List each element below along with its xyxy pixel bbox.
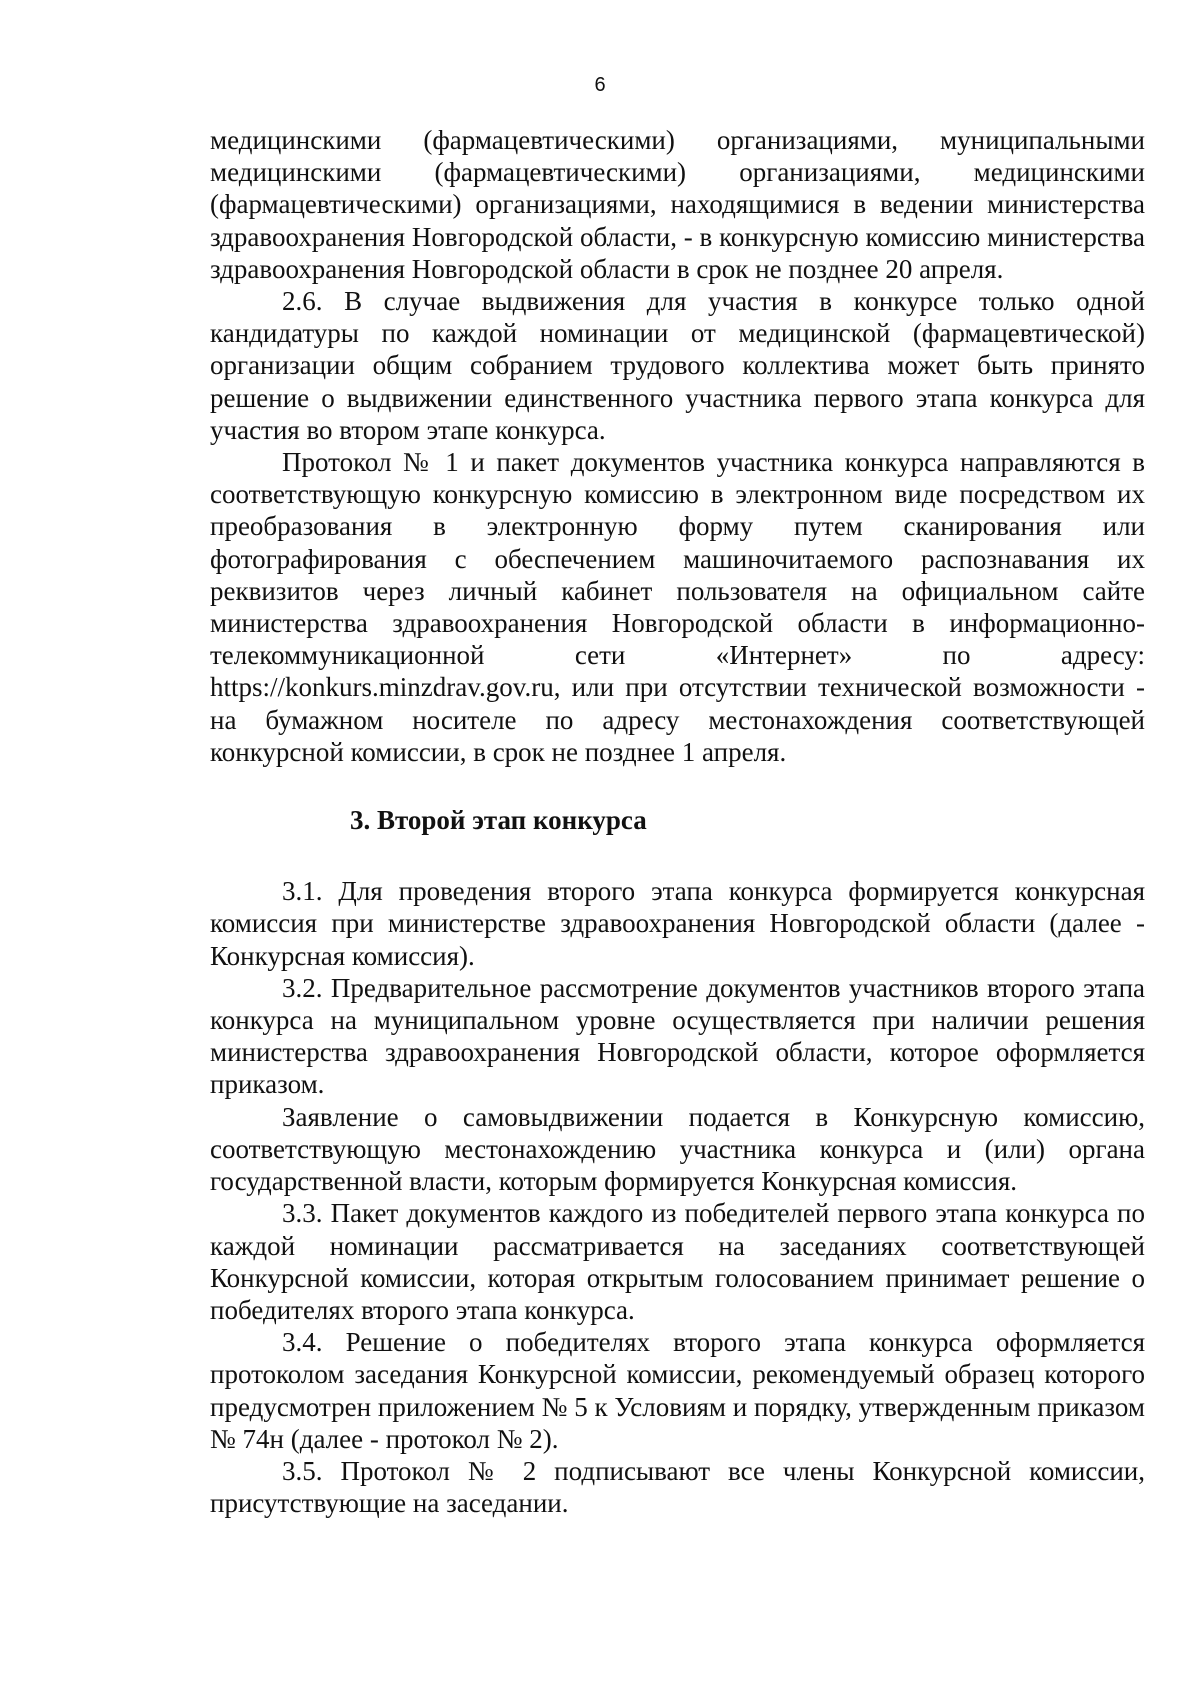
paragraph-3-2: 3.2. Предварительное рассмотрение документов участников второго этапа конкурса на муниципальном уровне осуществляется при наличии решения министерства здравоохранения Новгородской области, которое оформляется приказом. xyxy=(210,972,1145,1100)
paragraph-2-6: 2.6. В случае выдвижения для участия в конкурсе только одной кандидатуры по каждой номинации от медицинской (фармацевтической) организации общим собранием трудового коллектива может быть принято решение о выдвижении единственного участника первого этапа конкурса для участия во втором этапе конкурса. xyxy=(210,286,1145,445)
document-body xyxy=(210,124,1145,1519)
section-title: 3. Второй этап конкурса xyxy=(350,805,647,836)
paragraph-3-5: 3.5. Протокол № 2 подписывают все члены Конкурсной комиссии, присутствующие на заседании. xyxy=(210,1455,1145,1519)
paragraph-continuation: медицинскими (фармацевтическими) организациями, муниципальными медицинскими (фармацевтическими) организациями, медицинскими (фармацевтическими) организациями, находящимися в ведении министерства здравоохранения Новгородской области, - в конкурсную комиссию министерства здравоохранения Новгородской области в срок не позднее 20 апреля. xyxy=(210,125,1145,284)
page-number: 6 xyxy=(594,74,606,96)
paragraph-protocol-1: Протокол № 1 и пакет документов участника конкурса направляются в соответствующую конкурсную комиссию в электронном виде посредством их преобразования в электронную форму путем сканирования или фотографирования с обеспечением машиночитаемого распознавания их реквизитов через личный кабинет пользователя на официальном сайте министерства здравоохранения Новгородской области в информационно-телекоммуникационной сети «Интернет» по адресу: https://konkurs.minzdrav.gov.ru, или при отсутствии технической возможности - на бумажном носителе по адресу местонахождения соответствующей конкурсной комиссии, в срок не позднее 1 апреля. xyxy=(210,447,1145,767)
paragraph-3-4: 3.4. Решение о победителях второго этапа конкурса оформляется протоколом заседания Конкурсной комиссии, рекомендуемый образец которого предусмотрен приложением № 5 к Условиям и порядку, утвержденным приказом № 74н (далее - протокол № 2). xyxy=(210,1327,1145,1454)
paragraph-self-nomination: Заявление о самовыдвижении подается в Конкурсную комиссию, соответствующую местонахождению участника конкурса и (или) органа государственной власти, которым формируется Конкурсная комиссия. xyxy=(210,1101,1145,1197)
paragraph-3-3: 3.3. Пакет документов каждого из победителей первого этапа конкурса по каждой номинации рассматривается на заседаниях соответствующей Конкурсной комиссии, которая открытым голосованием принимает решение о победителях второго этапа конкурса. xyxy=(210,1198,1145,1325)
paragraph-3-1: 3.1. Для проведения второго этапа конкурса формируется конкурсная комиссия при министерстве здравоохранения Новгородской области (далее - Конкурсная комиссия). xyxy=(210,876,1145,971)
